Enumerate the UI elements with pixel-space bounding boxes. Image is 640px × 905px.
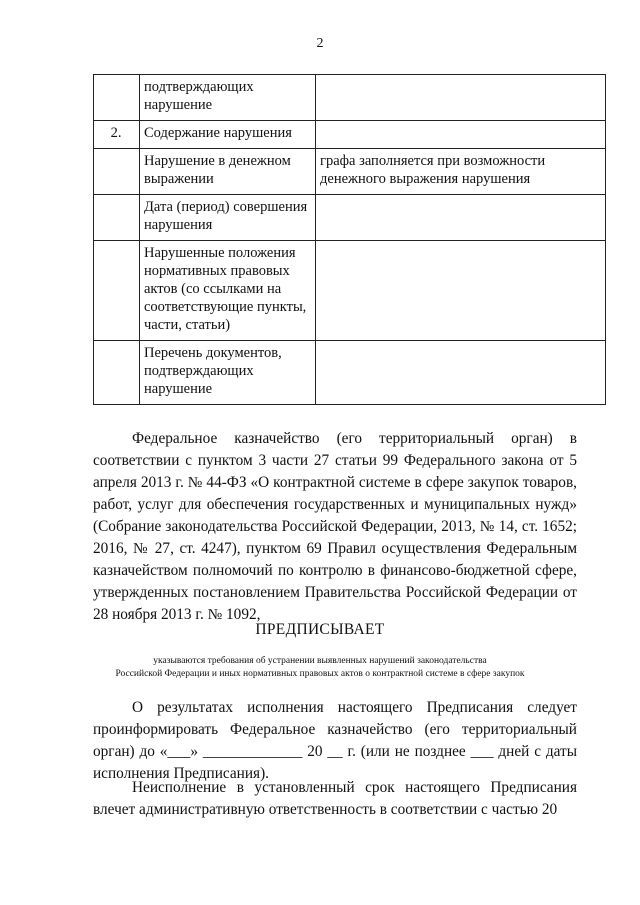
row-label-cell: Содержание нарушения [140, 121, 316, 149]
table-row [94, 195, 606, 241]
table-row [94, 341, 606, 405]
note-line: указываются требования об устранении выявленных нарушений законодательства [153, 656, 487, 666]
decision-heading: ПРЕДПИСЫВАЕТ [255, 621, 385, 638]
row-label-cell: подтверждающих нарушение [140, 75, 316, 121]
row-number-cell [94, 241, 140, 341]
table-row [94, 149, 606, 195]
row-number-cell: 2. [94, 121, 140, 149]
row-value-cell: графа заполняется при возможности денежного выражения нарушения [316, 149, 606, 195]
row-number-cell [94, 195, 140, 241]
row-value-cell [316, 121, 606, 149]
note-line: Российской Федерации и иных нормативных правовых актов о контрактной системе в сфере закупок [115, 669, 525, 679]
row-value-cell [316, 195, 606, 241]
row-label-cell: Перечень документов, подтверждающих нарушение [140, 341, 316, 405]
requirements-note [0, 655, 640, 681]
row-label-cell: Дата (период) совершения нарушения [140, 195, 316, 241]
row-label-cell: Нарушение в денежном выражении [140, 149, 316, 195]
row-value-cell [316, 75, 606, 121]
row-label-cell: Нарушенные положения нормативных правовых актов (со ссылками на соответствующие пункты, части, статьи) [140, 241, 316, 341]
table-row [94, 75, 606, 121]
row-value-cell [316, 241, 606, 341]
row-number-cell [94, 75, 140, 121]
row-number-cell [94, 341, 140, 405]
legal-basis-paragraph: Федеральное казначейство (его территориальный орган) в соответствии с пунктом 3 части 27 статьи 99 Федерального закона от 5 апреля 2013 г. № 44-ФЗ «О контрактной системе в сфере закупок товаров, работ, услуг для обеспечения государственных и муниципальных нужд» (Собрание законодательства Российской Федерации, 2013, № 14, ст. 1652; 2016, № 27, ст. 4247), пунктом 69 Правил осуществления Федеральным казначейством полномочий по контролю в финансово-бюджетной сфере, утвержденных постановлением Правительства Российской Федерации от 28 ноября 2013 г. № 1092, [93, 430, 577, 623]
report-deadline-paragraph: О результатах исполнения настоящего Предписания следует проинформировать Федеральное казначейство (его территориальный орган) до «___» _____________ 20 __ г. (или не позднее ___ дней с даты исполнения Предписания). [93, 699, 577, 782]
row-value-cell [316, 341, 606, 405]
liability-paragraph: Неисполнение в установленный срок настоящего Предписания влечет административную ответственность в соответствии с частью 20 [93, 779, 577, 818]
table-row [94, 241, 606, 341]
violation-table [93, 74, 606, 405]
table-row [94, 121, 606, 149]
row-number-cell [94, 149, 140, 195]
page-number: 2 [316, 36, 324, 51]
